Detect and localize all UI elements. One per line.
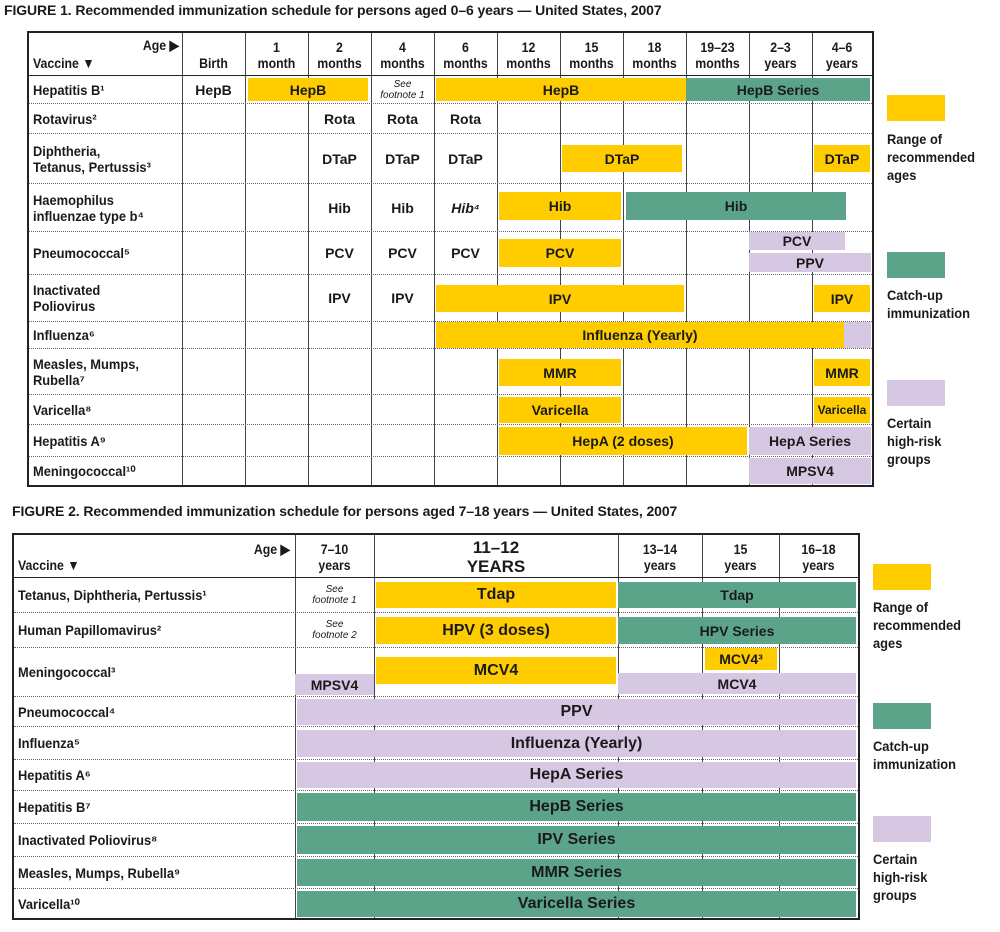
influenza-highrisk-bar [844,322,871,348]
vaccine-hepatitis-a: Hepatitis A⁹ [33,432,106,449]
rota-4m: Rota [386,110,419,127]
legend2-catchup-swatch [873,703,931,729]
vaccine2-mmr: Measles, Mumps, Rubella⁹ [18,864,181,881]
col-4-months: 4 months [380,39,425,71]
hib-2m: Hib [328,199,351,216]
pcv-highrisk-bar: PCV [749,232,845,250]
ipv-range-bar: IPV [436,285,684,312]
hib-6m: Hib⁴ [451,199,480,216]
varicella2-catchup-bar: Varicella Series [297,891,856,917]
age-header: Age ▶ [142,37,179,53]
hepa-highrisk-bar: HepA Series [749,427,871,455]
vaccine-hib: Haemophilus influenzae type b⁴ [33,191,144,224]
mpsv4-highrisk-bar: MPSV4 [295,674,374,695]
col-2-months: 2 months [317,39,362,71]
ipv-range-bar-2: IPV [814,285,870,312]
col-12-months: 12 months [506,39,551,71]
mcv4-highrisk-bar: MCV4 [618,673,856,694]
vaccine2-ipv: Inactivated Poliovirus⁸ [18,832,158,848]
hepb2-catchup-bar: HepB Series [297,793,856,821]
figure2-table [12,533,860,920]
dtap-range-bar-2: DTaP [814,145,870,172]
dtap-6m: DTaP [448,150,483,167]
figure1-title: FIGURE 1. Recommended immunization schedule for persons aged 0–6 years — United States, 2007 [4,2,662,18]
vaccine-meningococcal: Meningococcal¹⁰ [33,463,136,479]
pcv-2m: PCV [325,245,354,261]
vaccine2-hepatitis-b: Hepatitis B⁷ [18,799,91,815]
hpv-range-bar: HPV (3 doses) [376,617,616,644]
hib-4m: Hib [391,199,414,216]
hepb-range-bar: HepB [248,78,368,101]
pcv-range-bar: PCV [499,239,621,267]
vaccine-ipv: Inactivated Poliovirus [33,282,101,314]
col-15-months: 15 months [569,39,614,71]
age-header-2: Age ▶ [253,541,290,557]
vaccine2-influenza: Influenza⁵ [18,735,80,751]
rota-2m: Rota [323,110,356,127]
varicella-range-bar: Varicella [499,397,621,423]
col-7-10-years: 7–10 years [318,541,351,573]
tdap-footnote: See footnote 1 [312,584,357,606]
vaccine-influenza: Influenza⁶ [33,327,95,343]
dtap-4m: DTaP [385,150,420,167]
hib-catchup-bar: Hib [626,192,846,220]
ipv-2m: IPV [328,290,351,306]
vaccine-mmr: Measles, Mumps, Rubella⁷ [33,355,139,388]
legend2-catchup-label: Catch-up immunization [873,738,957,772]
pcv-4m: PCV [388,245,417,261]
col-6-months: 6 months [443,39,488,71]
influenza2-highrisk-bar: Influenza (Yearly) [297,730,856,757]
legend1-range-label: Range of recommended ages [887,131,976,183]
vaccine-pneumococcal: Pneumococcal⁵ [33,245,130,261]
vaccine-rotavirus: Rotavirus² [33,110,97,127]
mmr-range-bar-2: MMR [814,359,870,386]
hib-range-bar: Hib [499,192,621,220]
dtap-2m: DTaP [322,150,357,167]
mpsv4-highrisk-bar: MPSV4 [749,458,871,484]
col-13-14-years: 13–14 years [642,541,678,573]
mcv4-15-bar: MCV4³ [705,648,777,670]
ppv-highrisk-bar: PPV [297,699,856,725]
vaccine-varicella: Varicella⁸ [33,401,92,418]
legend2-highrisk-label: Certain high-risk groups [873,851,928,903]
tdap-catchup-bar: Tdap [618,582,856,608]
vaccine-header-2: Vaccine ▼ [18,557,80,573]
vaccine-hepatitis-b: Hepatitis B¹ [33,81,105,98]
col-18-months: 18 months [632,39,677,71]
hepb-range-bar-2: HepB [436,78,686,101]
hepb-footnote: See footnote 1 [380,78,425,101]
legend2-range-swatch [873,564,931,590]
vaccine2-hpv: Human Papillomavirus² [18,622,162,638]
col-19-23-months: 19–23 months [695,39,740,71]
col-birth: Birth [199,55,228,71]
dtap-range-bar: DTaP [562,145,682,172]
varicella-range-bar-2: Varicella [814,397,870,423]
ipv2-catchup-bar: IPV Series [297,826,856,854]
ppv-highrisk-bar: PPV [749,253,871,272]
ipv-4m: IPV [391,290,414,306]
figure2-title: FIGURE 2. Recommended immunization schedule for persons aged 7–18 years — United States, 2007 [12,503,678,519]
legend1-range-swatch [887,95,945,121]
hpv-series-bar: HPV Series [618,617,856,644]
legend1-catchup-swatch [887,252,945,278]
vaccine-dtap: Diphtheria, Tetanus, Pertussis³ [33,142,151,175]
mcv4-range-bar: MCV4 [376,657,616,684]
legend2-range-label: Range of recommended ages [873,599,962,651]
legend1-catchup-label: Catch-up immunization [887,287,971,321]
rota-6m: Rota [449,110,482,127]
hepb-series-bar: HepB Series [686,78,870,101]
vaccine2-hepatitis-a: Hepatitis A⁶ [18,767,91,783]
col-16-18-years: 16–18 years [801,541,836,573]
pcv-6m: PCV [451,245,480,261]
col-1-month: 1 month [257,39,296,71]
vaccine2-tdap: Tetanus, Diphtheria, Pertussis¹ [18,587,207,603]
legend1-highrisk-label: Certain high-risk groups [887,415,942,467]
col-11-12-years: 11–12 YEARS [466,538,526,576]
col-2-3-years: 2–3 years [764,39,797,71]
mmr2-catchup-bar: MMR Series [297,859,856,886]
legend1-highrisk-swatch [887,380,945,406]
hepb-birth: HepB [195,81,232,98]
vaccine2-pneumococcal: Pneumococcal⁴ [18,703,116,720]
vaccine2-meningococcal: Meningococcal³ [18,664,116,680]
mmr-range-bar: MMR [499,359,621,386]
col-4-6-years: 4–6 years [825,39,859,71]
vaccine-header: Vaccine ▼ [33,55,95,71]
hepa-range-bar: HepA (2 doses) [499,427,747,455]
figure1-table [27,31,874,487]
hpv-footnote: See footnote 2 [312,619,357,641]
legend2-highrisk-swatch [873,816,931,842]
vaccine2-varicella: Varicella¹⁰ [18,895,80,912]
tdap-range-bar: Tdap [376,582,616,608]
influenza-range-bar: Influenza (Yearly) [436,322,844,348]
hepa2-highrisk-bar: HepA Series [297,762,856,788]
col-15-years: 15 years [724,541,757,573]
